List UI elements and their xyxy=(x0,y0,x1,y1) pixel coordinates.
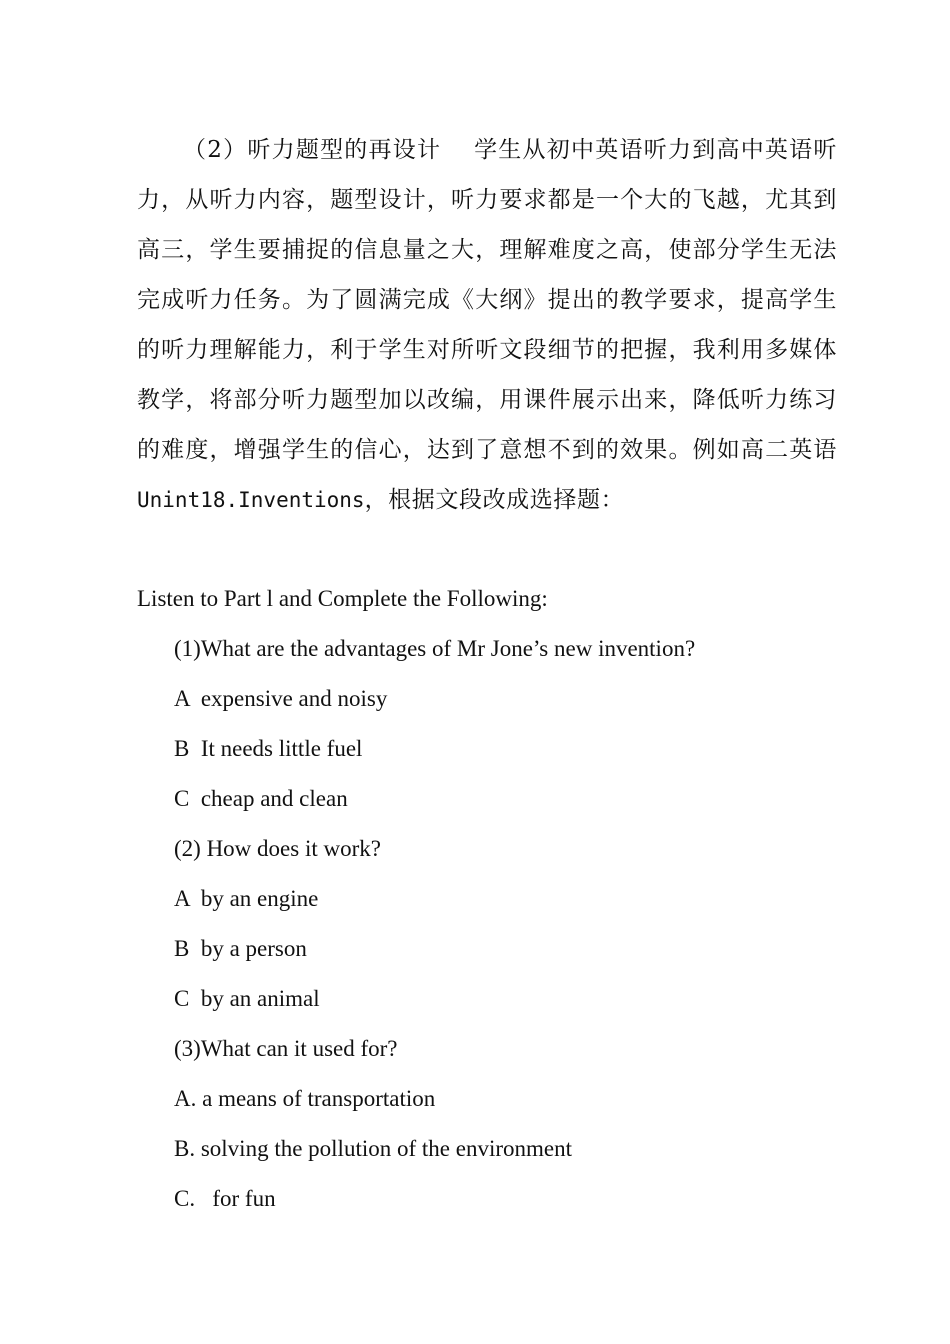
listening-exercise xyxy=(137,574,857,1224)
paragraph-text-end: ，根据文段改成选择题： xyxy=(364,487,625,513)
option-1a: A expensive and noisy xyxy=(174,686,388,711)
option-3c: C. for fun xyxy=(174,1186,276,1211)
body-paragraph xyxy=(137,125,837,525)
option-2a: A by an engine xyxy=(174,886,319,911)
heading-gap xyxy=(441,137,474,163)
exercise-instruction: Listen to Part l and Complete the Following: xyxy=(137,586,548,611)
unit-reference: Unint18.Inventions xyxy=(137,488,365,512)
option-2b: B by a person xyxy=(174,936,307,961)
option-2c: C by an animal xyxy=(174,986,320,1011)
option-1c: C cheap and clean xyxy=(174,786,348,811)
question-1: (1)What are the advantages of Mr Jone’s new invention? xyxy=(174,636,696,661)
question-2: (2) How does it work? xyxy=(174,836,381,861)
option-1b: B It needs little fuel xyxy=(174,736,363,761)
section-heading: （2）听力题型的再设计 xyxy=(183,137,442,163)
option-3b: B. solving the pollution of the environment xyxy=(174,1136,572,1161)
paragraph-text: 学生从初中英语听力到高中英语听力，从听力内容，题型设计，听力要求都是一个大的飞越，尤其到高三，学生要捕捉的信息量之大，理解难度之高，使部分学生无法完成听力任务。为了圆满完成《大纲》提出的教学要求，提高学生的听力理解能力，利于学生对所听文段细节的把握，我利用多媒体教学，将部分听力题型加以改编，用课件展示出来，降低听力练习的难度，增强学生的信心，达到了意想不到的效果。例如高二英语 xyxy=(137,137,838,463)
option-3a: A. a means of transportation xyxy=(174,1086,436,1111)
question-3: (3)What can it used for? xyxy=(174,1036,398,1061)
